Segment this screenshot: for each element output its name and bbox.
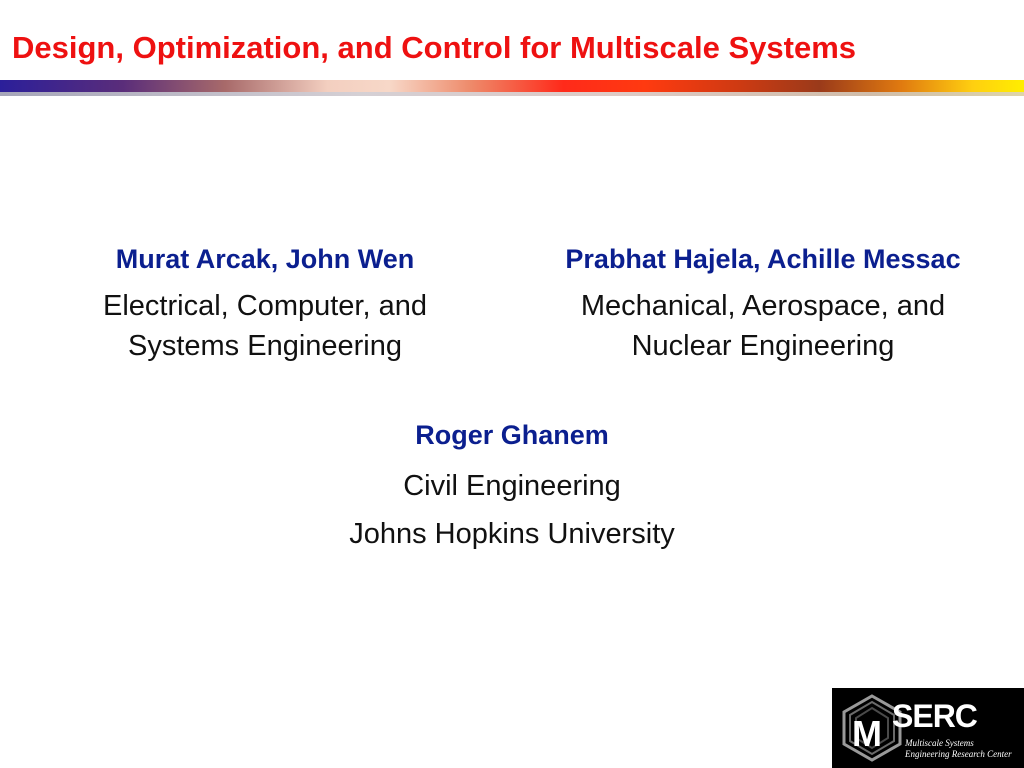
mserc-logo bbox=[832, 688, 1024, 768]
center-author: Roger Ghanem bbox=[415, 420, 609, 450]
slide-title: Design, Optimization, and Control for Multiscale Systems bbox=[12, 30, 857, 65]
right-authors: Prabhat Hajela, Achille Messac bbox=[565, 244, 961, 274]
right-author-block bbox=[498, 242, 1024, 366]
right-dept-line1: Mechanical, Aerospace, and bbox=[580, 290, 946, 322]
logo-wordmark: SERC bbox=[892, 698, 977, 734]
logo-subtitle-line1: Multiscale Systems bbox=[905, 738, 974, 748]
logo-subtitle bbox=[905, 738, 1012, 760]
right-dept-line2: Nuclear Engineering bbox=[631, 330, 895, 362]
title-gradient-bar bbox=[0, 80, 1024, 92]
logo-subtitle-line2: Engineering Research Center bbox=[905, 749, 1012, 759]
left-dept-line2: Systems Engineering bbox=[127, 330, 403, 362]
center-institution: Johns Hopkins University bbox=[349, 518, 675, 550]
center-dept: Civil Engineering bbox=[403, 470, 621, 502]
center-author-block bbox=[212, 418, 812, 558]
left-dept-line1: Electrical, Computer, and bbox=[103, 290, 427, 322]
svg-text:M: M bbox=[852, 713, 882, 754]
left-authors: Murat Arcak, John Wen bbox=[115, 244, 415, 274]
left-author-block bbox=[40, 242, 490, 366]
title-gradient-shadow bbox=[0, 92, 1024, 96]
